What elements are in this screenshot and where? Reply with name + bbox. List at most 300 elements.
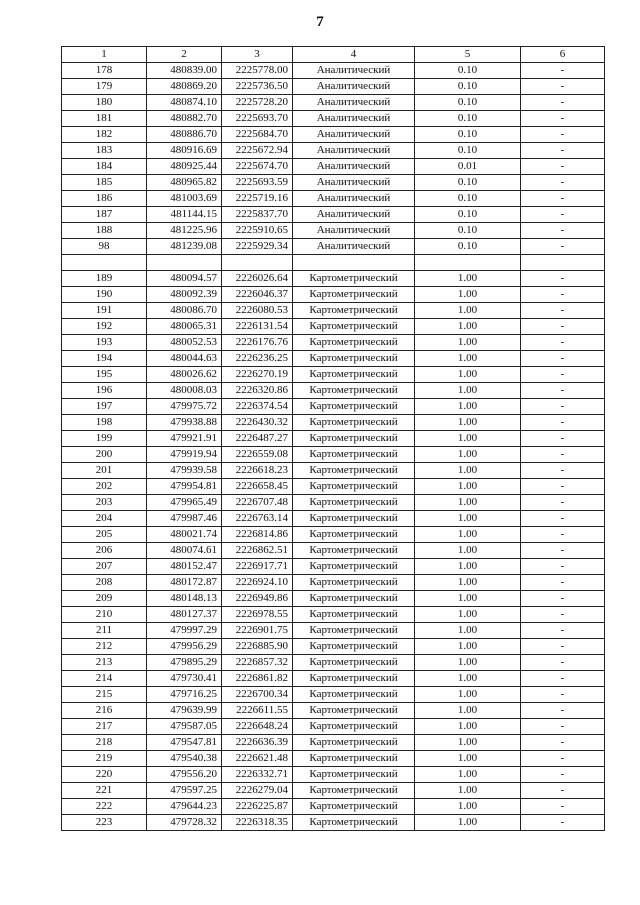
method-cell: Картометрический xyxy=(293,719,415,735)
note-cell: - xyxy=(521,191,605,207)
point-number-cell: 200 xyxy=(62,447,147,463)
point-number-cell: 189 xyxy=(62,271,147,287)
accuracy-cell xyxy=(415,255,521,271)
method-cell: Картометрический xyxy=(293,607,415,623)
method-cell: Картометрический xyxy=(293,399,415,415)
accuracy-cell: 1.00 xyxy=(415,671,521,687)
y-coordinate-cell xyxy=(222,255,293,271)
note-cell: - xyxy=(521,799,605,815)
accuracy-cell: 0.10 xyxy=(415,143,521,159)
x-coordinate-cell: 479895.29 xyxy=(147,655,222,671)
accuracy-cell: 0.10 xyxy=(415,223,521,239)
x-coordinate-cell: 480965.82 xyxy=(147,175,222,191)
method-cell: Картометрический xyxy=(293,815,415,831)
table-row xyxy=(62,95,605,111)
accuracy-cell: 0.10 xyxy=(415,111,521,127)
x-coordinate-cell: 480086.70 xyxy=(147,303,222,319)
y-coordinate-cell: 2226857.32 xyxy=(222,655,293,671)
method-cell: Картометрический xyxy=(293,383,415,399)
y-coordinate-cell: 2225693.59 xyxy=(222,175,293,191)
y-coordinate-cell: 2226176.76 xyxy=(222,335,293,351)
accuracy-cell: 1.00 xyxy=(415,751,521,767)
note-cell: - xyxy=(521,815,605,831)
method-cell: Аналитический xyxy=(293,239,415,255)
method-cell: Картометрический xyxy=(293,671,415,687)
accuracy-cell: 0.01 xyxy=(415,159,521,175)
accuracy-cell: 1.00 xyxy=(415,511,521,527)
accuracy-cell: 1.00 xyxy=(415,319,521,335)
y-coordinate-cell: 2226026.64 xyxy=(222,271,293,287)
x-coordinate-cell: 479587.05 xyxy=(147,719,222,735)
point-number-cell: 206 xyxy=(62,543,147,559)
note-cell: - xyxy=(521,671,605,687)
x-coordinate-cell: 480092.39 xyxy=(147,287,222,303)
accuracy-cell: 0.10 xyxy=(415,79,521,95)
point-number-cell: 194 xyxy=(62,351,147,367)
table-row xyxy=(62,191,605,207)
method-cell: Картометрический xyxy=(293,735,415,751)
y-coordinate-cell: 2226270.19 xyxy=(222,367,293,383)
note-cell: - xyxy=(521,367,605,383)
x-coordinate-cell: 481239.08 xyxy=(147,239,222,255)
table-row xyxy=(62,319,605,335)
point-number-cell: 207 xyxy=(62,559,147,575)
method-cell: Картометрический xyxy=(293,431,415,447)
y-coordinate-cell: 2226917.71 xyxy=(222,559,293,575)
x-coordinate-cell: 481003.69 xyxy=(147,191,222,207)
x-coordinate-cell: 480148.13 xyxy=(147,591,222,607)
note-cell: - xyxy=(521,479,605,495)
method-cell: Картометрический xyxy=(293,511,415,527)
accuracy-cell: 1.00 xyxy=(415,575,521,591)
x-coordinate-cell: 480021.74 xyxy=(147,527,222,543)
method-cell: Картометрический xyxy=(293,463,415,479)
accuracy-cell: 1.00 xyxy=(415,463,521,479)
method-cell: Аналитический xyxy=(293,159,415,175)
table-row xyxy=(62,383,605,399)
table-row xyxy=(62,223,605,239)
point-number-cell: 198 xyxy=(62,415,147,431)
point-number-cell: 219 xyxy=(62,751,147,767)
note-cell: - xyxy=(521,511,605,527)
table-row xyxy=(62,703,605,719)
note-cell: - xyxy=(521,719,605,735)
point-number-cell: 192 xyxy=(62,319,147,335)
table-row xyxy=(62,735,605,751)
point-number-cell: 187 xyxy=(62,207,147,223)
y-coordinate-cell: 2226225.87 xyxy=(222,799,293,815)
note-cell: - xyxy=(521,63,605,79)
method-cell: Аналитический xyxy=(293,143,415,159)
table-row xyxy=(62,287,605,303)
point-number-cell: 208 xyxy=(62,575,147,591)
y-coordinate-cell: 2226430.32 xyxy=(222,415,293,431)
point-number-cell: 195 xyxy=(62,367,147,383)
y-coordinate-cell: 2225910.65 xyxy=(222,223,293,239)
method-cell: Картометрический xyxy=(293,767,415,783)
point-number-cell: 220 xyxy=(62,767,147,783)
y-coordinate-cell: 2226901.75 xyxy=(222,623,293,639)
table-row xyxy=(62,143,605,159)
x-coordinate-cell: 480065.31 xyxy=(147,319,222,335)
note-cell: - xyxy=(521,95,605,111)
table-row xyxy=(62,767,605,783)
note-cell: - xyxy=(521,271,605,287)
note-cell: - xyxy=(521,527,605,543)
point-number-cell: 196 xyxy=(62,383,147,399)
y-coordinate-cell: 2226559.08 xyxy=(222,447,293,463)
accuracy-cell: 1.00 xyxy=(415,527,521,543)
point-number-cell: 191 xyxy=(62,303,147,319)
method-cell: Аналитический xyxy=(293,111,415,127)
accuracy-cell: 0.10 xyxy=(415,127,521,143)
accuracy-cell: 1.00 xyxy=(415,767,521,783)
table-row xyxy=(62,335,605,351)
table-row xyxy=(62,815,605,831)
x-coordinate-cell: 479939.58 xyxy=(147,463,222,479)
point-number-cell: 193 xyxy=(62,335,147,351)
header-row xyxy=(62,47,605,63)
x-coordinate-cell: 480094.57 xyxy=(147,271,222,287)
coordinates-table xyxy=(61,46,605,831)
y-coordinate-cell: 2226763.14 xyxy=(222,511,293,527)
accuracy-cell: 1.00 xyxy=(415,351,521,367)
table-row xyxy=(62,783,605,799)
y-coordinate-cell: 2226611.55 xyxy=(222,703,293,719)
note-cell: - xyxy=(521,335,605,351)
table-row xyxy=(62,127,605,143)
y-coordinate-cell: 2226374.54 xyxy=(222,399,293,415)
accuracy-cell: 1.00 xyxy=(415,687,521,703)
x-coordinate-cell: 479644.23 xyxy=(147,799,222,815)
point-number-cell: 201 xyxy=(62,463,147,479)
point-number-cell: 185 xyxy=(62,175,147,191)
table-row xyxy=(62,79,605,95)
accuracy-cell: 1.00 xyxy=(415,479,521,495)
x-coordinate-cell: 479597.25 xyxy=(147,783,222,799)
x-coordinate-cell: 481225.96 xyxy=(147,223,222,239)
note-cell: - xyxy=(521,383,605,399)
note-cell: - xyxy=(521,687,605,703)
method-cell: Аналитический xyxy=(293,191,415,207)
method-cell: Картометрический xyxy=(293,591,415,607)
table-row xyxy=(62,655,605,671)
table-row xyxy=(62,479,605,495)
y-coordinate-cell: 2226658.45 xyxy=(222,479,293,495)
note-cell: - xyxy=(521,239,605,255)
y-coordinate-cell: 2226618.23 xyxy=(222,463,293,479)
table-row xyxy=(62,159,605,175)
method-cell: Аналитический xyxy=(293,79,415,95)
x-coordinate-cell: 480916.69 xyxy=(147,143,222,159)
accuracy-cell: 1.00 xyxy=(415,431,521,447)
point-number-cell: 184 xyxy=(62,159,147,175)
point-number-cell: 217 xyxy=(62,719,147,735)
x-coordinate-cell: 480052.53 xyxy=(147,335,222,351)
accuracy-cell: 1.00 xyxy=(415,271,521,287)
table-row xyxy=(62,271,605,287)
method-cell: Аналитический xyxy=(293,63,415,79)
method-cell: Картометрический xyxy=(293,367,415,383)
accuracy-cell: 1.00 xyxy=(415,735,521,751)
method-cell: Аналитический xyxy=(293,223,415,239)
accuracy-cell: 1.00 xyxy=(415,623,521,639)
note-cell: - xyxy=(521,655,605,671)
method-cell: Картометрический xyxy=(293,639,415,655)
point-number-cell: 186 xyxy=(62,191,147,207)
x-coordinate-cell: 480026.62 xyxy=(147,367,222,383)
x-coordinate-cell: 479919.94 xyxy=(147,447,222,463)
x-coordinate-cell: 479556.20 xyxy=(147,767,222,783)
table-row xyxy=(62,415,605,431)
x-coordinate-cell: 479730.41 xyxy=(147,671,222,687)
y-coordinate-cell: 2226621.48 xyxy=(222,751,293,767)
x-coordinate-cell: 480869.20 xyxy=(147,79,222,95)
method-cell: Картометрический xyxy=(293,687,415,703)
accuracy-cell: 1.00 xyxy=(415,719,521,735)
accuracy-cell: 1.00 xyxy=(415,591,521,607)
note-cell: - xyxy=(521,735,605,751)
y-coordinate-cell: 2226700.34 xyxy=(222,687,293,703)
y-coordinate-cell: 2226046.37 xyxy=(222,287,293,303)
method-cell: Картометрический xyxy=(293,287,415,303)
accuracy-cell: 0.10 xyxy=(415,207,521,223)
method-cell: Картометрический xyxy=(293,479,415,495)
note-cell: - xyxy=(521,639,605,655)
table-row xyxy=(62,367,605,383)
header-cell: 3 xyxy=(222,47,293,63)
point-number-cell: 179 xyxy=(62,79,147,95)
y-coordinate-cell: 2226924.10 xyxy=(222,575,293,591)
note-cell: - xyxy=(521,415,605,431)
accuracy-cell: 1.00 xyxy=(415,559,521,575)
x-coordinate-cell: 480044.63 xyxy=(147,351,222,367)
accuracy-cell: 0.10 xyxy=(415,239,521,255)
table-row xyxy=(62,255,605,271)
note-cell: - xyxy=(521,159,605,175)
y-coordinate-cell: 2226236.25 xyxy=(222,351,293,367)
x-coordinate-cell xyxy=(147,255,222,271)
table-row xyxy=(62,799,605,815)
note-cell: - xyxy=(521,207,605,223)
point-number-cell: 210 xyxy=(62,607,147,623)
y-coordinate-cell: 2225736.50 xyxy=(222,79,293,95)
note-cell: - xyxy=(521,127,605,143)
x-coordinate-cell: 479921.91 xyxy=(147,431,222,447)
table-row xyxy=(62,559,605,575)
note-cell: - xyxy=(521,751,605,767)
table-row xyxy=(62,639,605,655)
table-row xyxy=(62,591,605,607)
point-number-cell: 222 xyxy=(62,799,147,815)
accuracy-cell: 1.00 xyxy=(415,543,521,559)
table-row xyxy=(62,63,605,79)
y-coordinate-cell: 2225778.00 xyxy=(222,63,293,79)
table-row xyxy=(62,175,605,191)
accuracy-cell: 0.10 xyxy=(415,63,521,79)
table-row xyxy=(62,607,605,623)
note-cell: - xyxy=(521,495,605,511)
table-body xyxy=(62,63,605,831)
x-coordinate-cell: 480127.37 xyxy=(147,607,222,623)
accuracy-cell: 1.00 xyxy=(415,303,521,319)
x-coordinate-cell: 480925.44 xyxy=(147,159,222,175)
y-coordinate-cell: 2226885.90 xyxy=(222,639,293,655)
page-number: 7 xyxy=(316,14,324,30)
x-coordinate-cell: 480008.03 xyxy=(147,383,222,399)
accuracy-cell: 1.00 xyxy=(415,447,521,463)
point-number-cell: 199 xyxy=(62,431,147,447)
x-coordinate-cell: 479987.46 xyxy=(147,511,222,527)
point-number-cell: 180 xyxy=(62,95,147,111)
point-number-cell: 209 xyxy=(62,591,147,607)
point-number-cell: 215 xyxy=(62,687,147,703)
accuracy-cell: 0.10 xyxy=(415,95,521,111)
x-coordinate-cell: 479540.38 xyxy=(147,751,222,767)
point-number-cell: 205 xyxy=(62,527,147,543)
x-coordinate-cell: 479938.88 xyxy=(147,415,222,431)
table-row xyxy=(62,511,605,527)
y-coordinate-cell: 2226318.35 xyxy=(222,815,293,831)
point-number-cell: 221 xyxy=(62,783,147,799)
table-row xyxy=(62,527,605,543)
header-cell: 1 xyxy=(62,47,147,63)
y-coordinate-cell: 2226707.48 xyxy=(222,495,293,511)
note-cell: - xyxy=(521,303,605,319)
y-coordinate-cell: 2226862.51 xyxy=(222,543,293,559)
table-row xyxy=(62,495,605,511)
method-cell: Картометрический xyxy=(293,303,415,319)
point-number-cell: 188 xyxy=(62,223,147,239)
point-number-cell: 178 xyxy=(62,63,147,79)
note-cell: - xyxy=(521,463,605,479)
y-coordinate-cell: 2226080.53 xyxy=(222,303,293,319)
method-cell: Картометрический xyxy=(293,527,415,543)
accuracy-cell: 0.10 xyxy=(415,175,521,191)
accuracy-cell: 1.00 xyxy=(415,287,521,303)
y-coordinate-cell: 2225929.34 xyxy=(222,239,293,255)
accuracy-cell: 1.00 xyxy=(415,383,521,399)
table-row xyxy=(62,207,605,223)
note-cell: - xyxy=(521,623,605,639)
method-cell: Картометрический xyxy=(293,623,415,639)
accuracy-cell: 1.00 xyxy=(415,335,521,351)
point-number-cell: 213 xyxy=(62,655,147,671)
point-number-cell: 218 xyxy=(62,735,147,751)
y-coordinate-cell: 2225674.70 xyxy=(222,159,293,175)
accuracy-cell: 0.10 xyxy=(415,191,521,207)
point-number-cell: 190 xyxy=(62,287,147,303)
method-cell: Картометрический xyxy=(293,751,415,767)
note-cell: - xyxy=(521,559,605,575)
table-row xyxy=(62,671,605,687)
x-coordinate-cell: 480152.47 xyxy=(147,559,222,575)
x-coordinate-cell: 479975.72 xyxy=(147,399,222,415)
y-coordinate-cell: 2226487.27 xyxy=(222,431,293,447)
note-cell: - xyxy=(521,351,605,367)
point-number-cell: 216 xyxy=(62,703,147,719)
method-cell: Картометрический xyxy=(293,559,415,575)
method-cell: Картометрический xyxy=(293,543,415,559)
y-coordinate-cell: 2225672.94 xyxy=(222,143,293,159)
table-row xyxy=(62,623,605,639)
accuracy-cell: 1.00 xyxy=(415,783,521,799)
accuracy-cell: 1.00 xyxy=(415,703,521,719)
method-cell: Картометрический xyxy=(293,703,415,719)
y-coordinate-cell: 2226861.82 xyxy=(222,671,293,687)
accuracy-cell: 1.00 xyxy=(415,815,521,831)
method-cell: Картометрический xyxy=(293,799,415,815)
y-coordinate-cell: 2225728.20 xyxy=(222,95,293,111)
y-coordinate-cell: 2226320.86 xyxy=(222,383,293,399)
method-cell: Картометрический xyxy=(293,655,415,671)
y-coordinate-cell: 2226636.39 xyxy=(222,735,293,751)
note-cell: - xyxy=(521,287,605,303)
method-cell: Картометрический xyxy=(293,335,415,351)
y-coordinate-cell: 2226131.54 xyxy=(222,319,293,335)
point-number-cell: 223 xyxy=(62,815,147,831)
note-cell: - xyxy=(521,175,605,191)
table-header xyxy=(62,47,605,63)
method-cell: Картометрический xyxy=(293,575,415,591)
accuracy-cell: 1.00 xyxy=(415,495,521,511)
header-cell: 5 xyxy=(415,47,521,63)
header-cell: 4 xyxy=(293,47,415,63)
y-coordinate-cell: 2226949.86 xyxy=(222,591,293,607)
accuracy-cell: 1.00 xyxy=(415,367,521,383)
method-cell: Картометрический xyxy=(293,415,415,431)
note-cell: - xyxy=(521,143,605,159)
table-row xyxy=(62,719,605,735)
table-row xyxy=(62,575,605,591)
note-cell xyxy=(521,255,605,271)
table-row xyxy=(62,111,605,127)
point-number-cell: 212 xyxy=(62,639,147,655)
note-cell: - xyxy=(521,431,605,447)
point-number-cell: 197 xyxy=(62,399,147,415)
note-cell: - xyxy=(521,319,605,335)
accuracy-cell: 1.00 xyxy=(415,655,521,671)
note-cell: - xyxy=(521,703,605,719)
table-row xyxy=(62,303,605,319)
point-number-cell: 182 xyxy=(62,127,147,143)
note-cell: - xyxy=(521,111,605,127)
x-coordinate-cell: 480839.00 xyxy=(147,63,222,79)
method-cell: Аналитический xyxy=(293,175,415,191)
x-coordinate-cell: 479954.81 xyxy=(147,479,222,495)
point-number-cell: 181 xyxy=(62,111,147,127)
x-coordinate-cell: 479716.25 xyxy=(147,687,222,703)
x-coordinate-cell: 480172.87 xyxy=(147,575,222,591)
point-number-cell: 183 xyxy=(62,143,147,159)
x-coordinate-cell: 479728.32 xyxy=(147,815,222,831)
y-coordinate-cell: 2226279.04 xyxy=(222,783,293,799)
note-cell: - xyxy=(521,767,605,783)
accuracy-cell: 1.00 xyxy=(415,399,521,415)
table-row xyxy=(62,687,605,703)
x-coordinate-cell: 480882.70 xyxy=(147,111,222,127)
point-number-cell: 214 xyxy=(62,671,147,687)
method-cell: Картометрический xyxy=(293,495,415,511)
note-cell: - xyxy=(521,399,605,415)
method-cell: Аналитический xyxy=(293,207,415,223)
method-cell: Картометрический xyxy=(293,783,415,799)
table-row xyxy=(62,351,605,367)
method-cell: Картометрический xyxy=(293,447,415,463)
y-coordinate-cell: 2225693.70 xyxy=(222,111,293,127)
method-cell: Аналитический xyxy=(293,127,415,143)
x-coordinate-cell: 479956.29 xyxy=(147,639,222,655)
